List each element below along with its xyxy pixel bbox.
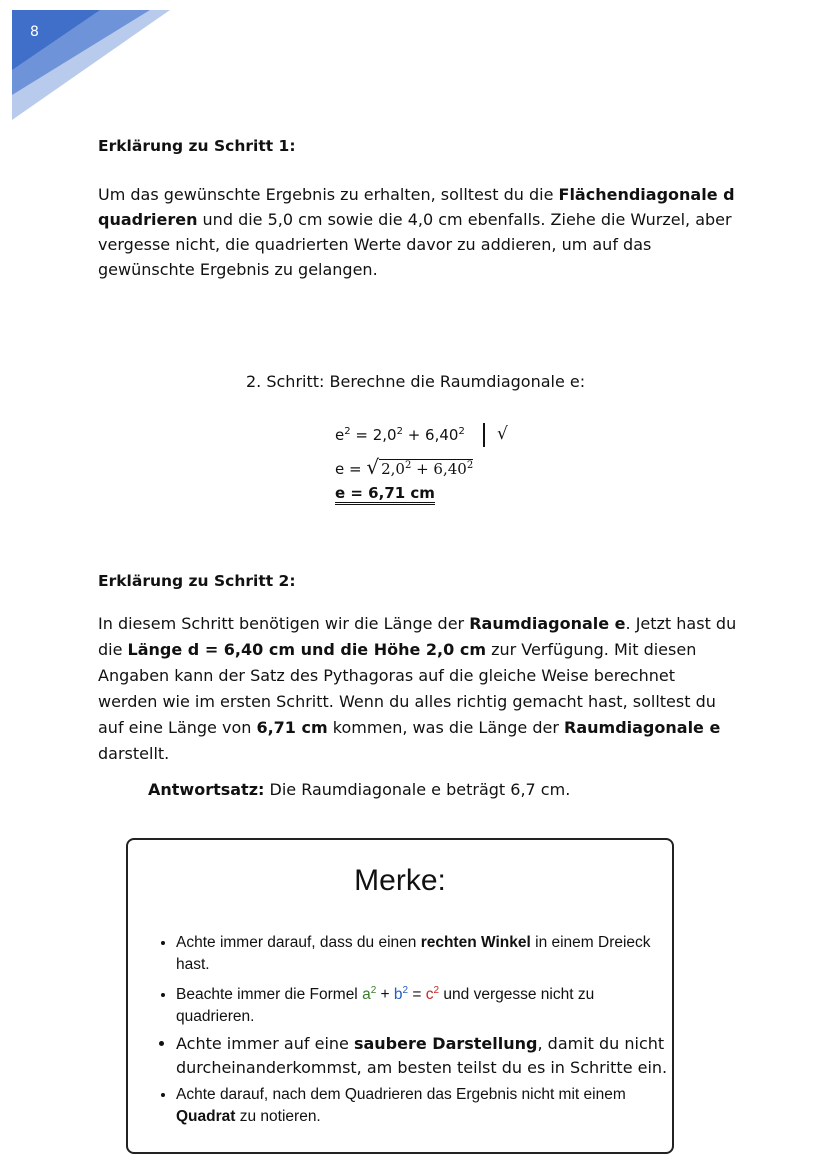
eq-term: e = — [335, 460, 367, 478]
text: kommen, was die Länge der — [327, 718, 565, 737]
bold-text: Flächendiagonale d quadrieren — [98, 185, 735, 229]
eq-term: 2,0 — [381, 460, 405, 478]
bold-text: 6,71 cm — [256, 718, 328, 737]
formula-a: a — [362, 986, 371, 1004]
list-item — [176, 1032, 676, 1080]
exponent: 2 — [433, 985, 440, 996]
list-item — [176, 980, 676, 1028]
exponent: 2 — [370, 985, 377, 996]
text: und vergesse nicht zu quadrieren. — [176, 986, 595, 1026]
exponent: 2 — [344, 426, 351, 437]
answer-sentence — [148, 780, 570, 799]
text: zur Verfügung. Mit diesen Angaben kann der Satz des Pythagoras auf die gleiche Weise berechnet werden wie im ersten Schritt. Wenn du alles richtig gemacht hast, solltest du auf eine Länge von — [98, 640, 716, 737]
section2-paragraph — [98, 611, 738, 767]
exponent: 2 — [466, 460, 474, 471]
formula-b: b — [393, 986, 403, 1004]
text: , damit du nicht durcheinanderkommst, am besten teilst du es in Schritte ein. — [176, 1034, 668, 1078]
bold-text: Quadrat — [176, 1108, 236, 1126]
text: Achte immer auf eine — [176, 1034, 354, 1054]
bold-text: Raumdiagonale e — [564, 718, 721, 737]
bold-text: rechten Winkel — [420, 934, 531, 951]
bold-text: Raumdiagonale e — [469, 614, 626, 633]
answer-label: Antwortsatz: — [148, 780, 265, 799]
equation-line-2 — [335, 455, 473, 479]
text: in einem Dreieck hast. — [176, 934, 651, 973]
text: zu notieren. — [235, 1108, 321, 1126]
equation-line-1 — [335, 426, 465, 444]
section1-heading: Erklärung zu Schritt 1: — [98, 137, 296, 155]
equation-result: e = 6,71 cm — [335, 485, 435, 505]
exponent: 2 — [458, 426, 465, 437]
operation-bar — [483, 423, 485, 447]
root-operation-icon: √ — [497, 424, 508, 444]
exponent: 2 — [402, 985, 409, 996]
text: = — [408, 986, 426, 1004]
text: und die 5,0 cm sowie die 4,0 cm ebenfalls. Ziehe die Wurzel, aber vergesse nicht, die quadrierten Werte davor zu addieren, um auf das gewünschte Ergebnis zu gelangen. — [98, 210, 732, 279]
text: darstellt. — [98, 744, 170, 763]
text: Achte darauf, nach dem Quadrieren das Ergebnis nicht mit einem — [176, 1086, 626, 1104]
radicand — [379, 459, 473, 478]
step2-title: 2. Schritt: Berechne die Raumdiagonale e: — [246, 372, 586, 391]
eq-term: e — [335, 426, 345, 444]
merke-title: Merke: — [354, 864, 446, 897]
formula-c: c — [425, 986, 434, 1004]
eq-term: + 6,40 — [402, 426, 459, 444]
exponent: 2 — [404, 460, 412, 471]
list-item — [176, 1084, 676, 1128]
text: In diesem Schritt benötigen wir die Länge der — [98, 614, 470, 633]
bold-text: saubere Darstellung — [353, 1034, 538, 1054]
section2-heading: Erklärung zu Schritt 2: — [98, 572, 296, 590]
answer-text: Die Raumdiagonale e beträgt 6,7 cm. — [264, 780, 571, 799]
text: Um das gewünschte Ergebnis zu erhalten, solltest du die — [98, 185, 559, 204]
bold-text: Länge d = 6,40 cm und die Höhe 2,0 cm — [127, 640, 486, 659]
text: + — [376, 986, 394, 1004]
text: Beachte immer die Formel — [176, 986, 363, 1004]
eq-term: + 6,40 — [411, 460, 467, 478]
merke-box — [126, 838, 674, 1154]
corner-decoration — [0, 0, 180, 130]
page-number: 8 — [30, 24, 39, 40]
merke-list — [150, 932, 676, 1132]
sqrt-radical-icon: √ — [366, 455, 380, 479]
list-item — [176, 932, 676, 976]
exponent: 2 — [396, 426, 403, 437]
eq-term: = 2,0 — [350, 426, 397, 444]
section1-paragraph — [98, 182, 738, 282]
text: Achte immer darauf, dass du einen — [176, 934, 421, 951]
text: . Jetzt hast du die — [98, 614, 737, 659]
